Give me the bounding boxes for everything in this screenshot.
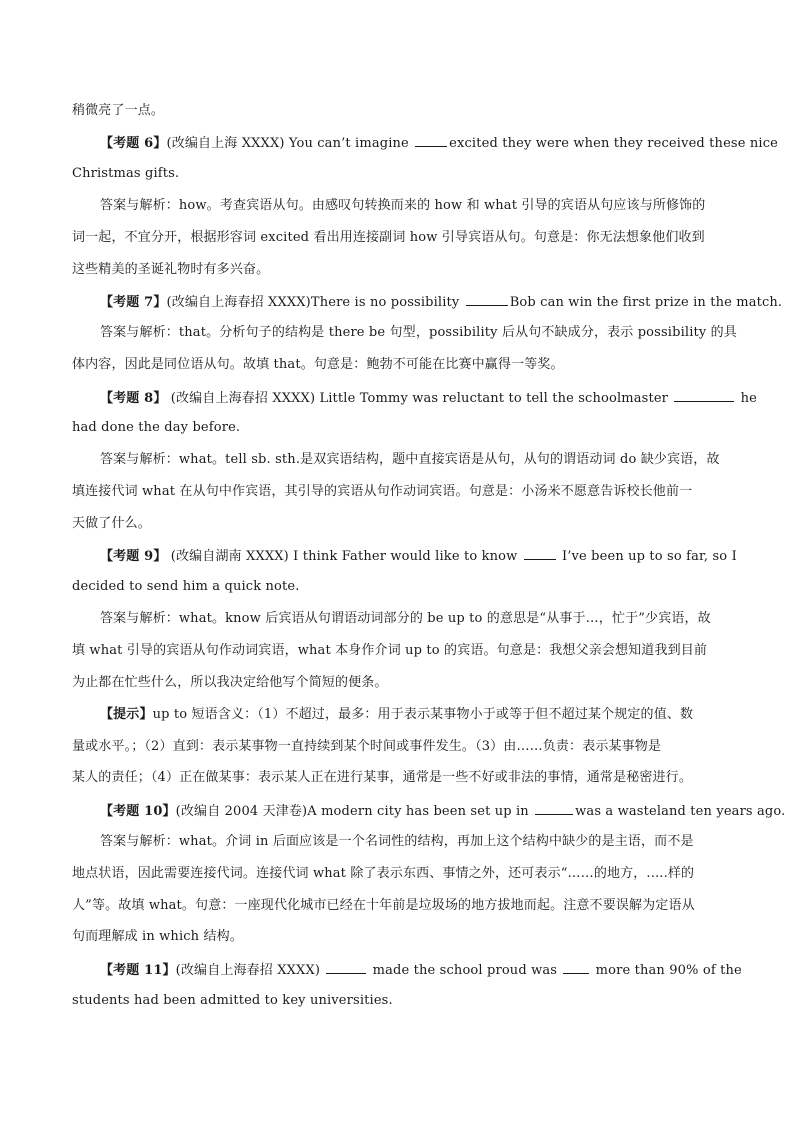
question-tag: 【考题 10】	[100, 804, 176, 819]
text-span: 答案与解析：how。考查宾语从句。由感叹句转换而来的 how 和 what 引导的宾语从句应该与所修饰的	[100, 198, 706, 213]
text-span: he	[740, 391, 758, 406]
answer-blank	[524, 546, 556, 560]
text-line	[72, 865, 722, 883]
question-7-line	[100, 292, 783, 312]
answer-line	[100, 833, 722, 851]
question-tag: 【考题 11】	[100, 963, 176, 978]
text-span: Christmas gifts.	[72, 166, 180, 181]
text-span: 某人的责任；（4）正在做某事：表示某人正在进行某事，通常是一些不好或非法的事情，通常是秘密进行。	[72, 770, 692, 785]
answer-blank	[535, 801, 573, 815]
question-tag: 【考题 6】	[100, 136, 167, 151]
text-line	[72, 229, 722, 247]
text-line	[72, 165, 722, 183]
question-tag: 【考题 7】	[100, 295, 167, 310]
text-span: 答案与解析：what。know 后宾语从句谓语动词部分的 be up to 的意思是“从事于…，忙于”少宾语，故	[100, 611, 711, 626]
text-line	[72, 928, 722, 946]
text-span: 答案与解析：that。分析句子的结构是 there be 句型，possibility 后从句不缺成分，表示 possibility 的具	[100, 325, 737, 340]
text-span: was a wasteland ten years ago.	[575, 804, 786, 819]
text-span: 填连接代词 what 在从句中作宾语，其引导的宾语从句作动词宾语。句意是：小汤米不愿意告诉校长他前一	[72, 484, 693, 499]
text-span: (改编自 2004 天津卷)A modern city has been set up in	[175, 804, 529, 819]
answer-blank	[466, 292, 508, 306]
text-line	[72, 674, 722, 692]
answer-blank	[415, 133, 447, 147]
text-span: (改编自湖南 XXXX) I think Father would like to know	[170, 549, 518, 564]
text-span: 答案与解析：what。介词 in 后面应该是一个名词性的结构，再加上这个结构中缺少的是主语，而不是	[100, 834, 694, 849]
answer-blank	[563, 960, 589, 974]
text-span: (改编自上海春招 XXXX) Little Tommy was reluctant to tell the schoolmaster	[170, 391, 669, 406]
question-10-line	[100, 801, 786, 821]
question-tag: 【考题 9】	[100, 549, 167, 564]
question-tag: 【考题 8】	[100, 391, 167, 406]
text-span: 地点状语，因此需要连接代词。连接代词 what 除了表示东西、事情之外，还可表示“……的地方，.....样的	[72, 866, 695, 881]
answer-line	[100, 197, 722, 215]
answer-blank	[674, 388, 734, 402]
question-11-line	[100, 960, 742, 980]
question-8-line	[100, 388, 758, 408]
text-span: 稍微亮了一点。	[72, 103, 165, 118]
text-span: Bob can win the first prize in the match.	[509, 295, 783, 310]
text-span: decided to send him a quick note.	[72, 579, 300, 594]
answer-line	[100, 324, 737, 342]
tip-tag: 【提示】	[100, 707, 153, 722]
text-span: 答案与解析：what。tell sb. sth.是双宾语结构，题中直接宾语是从句，从句的谓语动词 do 缺少宾语，故	[100, 452, 720, 467]
text-span: (改编自上海春招 XXXX)	[175, 963, 321, 978]
text-line	[72, 769, 722, 787]
text-span: (改编自上海春招 XXXX)There is no possibility	[166, 295, 460, 310]
text-span: I’ve been up to so far, so I	[561, 549, 737, 564]
text-span: excited they were when they received these nice	[449, 136, 778, 151]
text-line	[72, 642, 722, 660]
text-line	[72, 515, 722, 533]
tip-line	[100, 706, 722, 724]
answer-blank	[326, 960, 366, 974]
text-line	[72, 261, 722, 279]
text-line	[72, 419, 722, 437]
text-span: 量或水平。；（2）直到：表示某事物一直持续到某个时间或事件发生。（3）由……负责：表示某事物是	[72, 739, 662, 754]
text-line	[72, 102, 722, 120]
text-span: students had been admitted to key universities.	[72, 993, 393, 1008]
text-span: 人”等。故填 what。句意：一座现代化城市已经在十年前是垃圾场的地方拔地而起。注意不要误解为定语从	[72, 898, 695, 913]
text-line	[72, 992, 722, 1010]
text-line	[72, 738, 722, 756]
text-span: had done the day before.	[72, 420, 241, 435]
text-span: made the school proud was	[372, 963, 558, 978]
text-line	[72, 483, 722, 501]
text-span: 为止都在忙些什么，所以我决定给他写个简短的便条。	[72, 675, 388, 690]
text-line	[72, 578, 722, 596]
text-span: more than 90% of the	[595, 963, 742, 978]
text-span: 这些精美的圣诞礼物时有多兴奋。	[72, 262, 270, 277]
text-span: (改编自上海 XXXX) You can’t imagine	[166, 136, 409, 151]
answer-line	[100, 451, 722, 469]
text-line	[72, 356, 722, 374]
text-span: up to 短语含义：（1）不超过，最多：用于表示某事物小于或等于但不超过某个规定的值、数	[152, 707, 694, 722]
text-line	[72, 897, 722, 915]
answer-line	[100, 610, 722, 628]
text-span: 体内容，因此是同位语从句。故填 that。句意是：鲍勃不可能在比赛中赢得一等奖。	[72, 357, 564, 372]
text-span: 天做了什么。	[72, 516, 151, 531]
text-span: 词一起，不宜分开，根据形容词 excited 看出用连接副词 how 引导宾语从句。句意是：你无法想象他们收到	[72, 230, 705, 245]
question-6-line	[100, 133, 778, 153]
text-span: 填 what 引导的宾语从句作动词宾语，what 本身作介词 up to 的宾语。句意是：我想父亲会想知道我到目前	[72, 643, 708, 658]
text-span: 句而理解成 in which 结构。	[72, 929, 243, 944]
question-9-line	[100, 546, 737, 566]
